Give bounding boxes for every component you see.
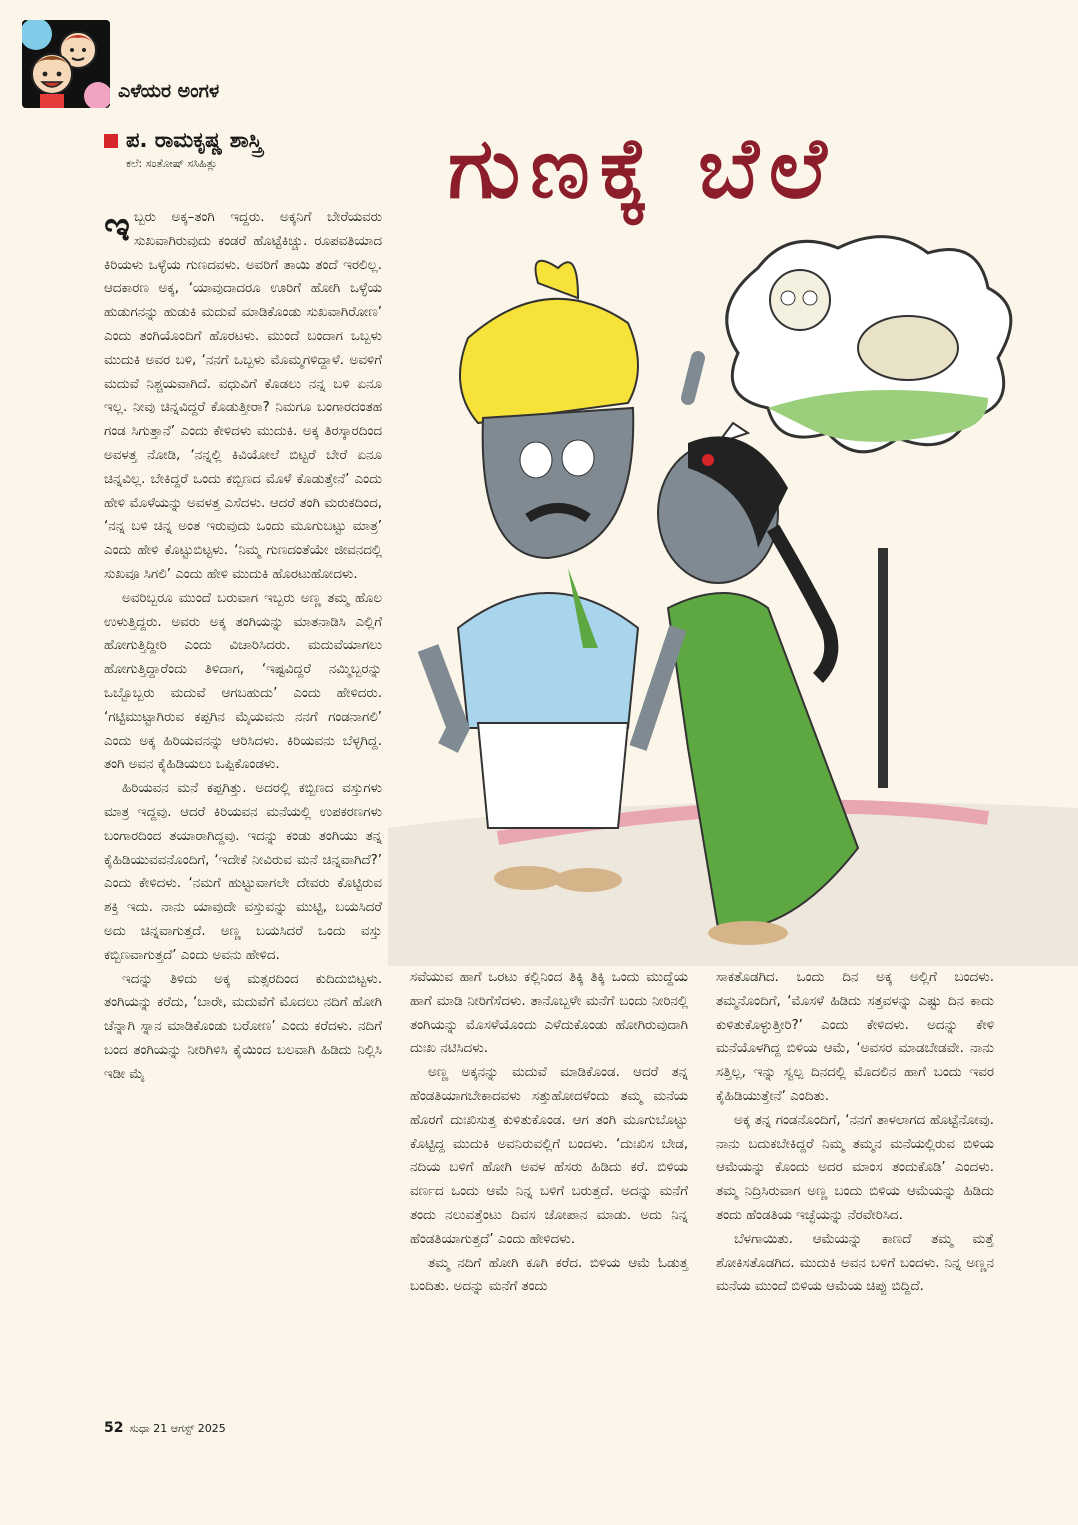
red-square-icon: [104, 134, 118, 148]
thought-bubble-turtle: [718, 237, 1011, 452]
author-name: ಪ. ರಾಮಕೃಷ್ಣ ಶಾಸ್ತ್ರಿ: [126, 128, 263, 152]
paragraph: ಅಕ್ಕ ತನ್ನ ಗಂಡನೊಂದಿಗೆ, ‘ನನಗೆ ತಾಳಲಾಗದ ಹೊಟ್ಟೆನೋವು. ನಾನು ಬದುಕಬೇಕಿದ್ದರೆ ನಿಮ್ಮ ತಮ್ಮನ ಮನೆಯಲ್ಲಿರುವ ಬಿಳಿಯ ಆಮೆಯನ್ನು ಕೊಂದು ಅದರ ಮಾಂಸ ತಂದುಕೊಡಿ’ ಎಂದಳು. ತಮ್ಮ ನಿದ್ರಿಸಿರುವಾಗ ಅಣ್ಣ ಬಂದು ಬಿಳಿಯ ಆಮೆಯನ್ನು ಹಿಡಿದು ತಂದು ಹೆಂಡತಿಯ ಇಚ್ಛೆಯನ್ನು ನೆರವೇರಿಸಿದ.: [716, 1112, 994, 1223]
paragraph: ತಮ್ಮ ನದಿಗೆ ಹೋಗಿ ಕೂಗಿ ಕರೆದ. ಬಿಳಿಯ ಆಮೆ ಓಡುತ್ತ ಬಂದಿತು. ಅದನ್ನು ಮನೆಗೆ ತಂದು: [410, 1255, 688, 1295]
section-title: ಎಳೆಯರ ಅಂಗಳ: [118, 80, 220, 102]
wall-object: [878, 548, 888, 788]
paragraph: ಬೆಳಗಾಯಿತು. ಆಮೆಯನ್ನು ಕಾಣದೆ ತಮ್ಮ ಮತ್ತೆ ಶೋಕಿಸತೊಡಗಿದ. ಮುದುಕಿ ಅವನ ಬಳಿಗೆ ಬಂದಳು. ನಿನ್ನ ಅಣ್ಣನ ಮನೆಯ ಮುಂದೆ ಬಿಳಿಯ ಆಮೆಯ ಚಿಪ್ಪು ಬಿದ್ದಿದೆ.: [716, 1231, 994, 1295]
children-faces-icon: [22, 20, 110, 108]
paragraph: ಅವರಿಬ್ಬರೂ ಮುಂದೆ ಬರುವಾಗ ಇಬ್ಬರು ಅಣ್ಣ ತಮ್ಮ ಹೊಲ ಉಳುತ್ತಿದ್ದರು. ಅವರು ಅಕ್ಕ ತಂಗಿಯನ್ನು ಮಾತನಾಡಿಸಿ ಎಲ್ಲಿಗೆ ಹೋಗುತ್ತಿದ್ದೀರಿ ಎಂದು ವಿಚಾರಿಸಿದರು. ಮದುವೆಯಾಗಲು ಹೋಗುತ್ತಿದ್ದಾರೆಂದು ತಿಳಿದಾಗ, ‘ಇಷ್ಟವಿದ್ದರೆ ನಮ್ಮಿಬ್ಬರನ್ನು ಒಬ್ಬೊಬ್ಬರು ಮದುವೆ ಆಗಬಹುದು’ ಎಂದು ಹೇಳಿದರು. ‘ಗಟ್ಟಿಮುಟ್ಟಾಗಿರುವ ಕಪ್ಪಗಿನ ಮೈಯವನು ನನಗೆ ಗಂಡನಾಗಲಿ’ ಎಂದು ಅಕ್ಕ ಹಿರಿಯವನನ್ನು ಆರಿಸಿದಳು. ಕಿರಿಯವನು ಬೆಳ್ಳಗಿದ್ದ. ತಂಗಿ ಅವನ ಕೈಹಿಡಿಯಲು ಒಪ್ಪಿಕೊಂಡಳು.: [104, 590, 382, 773]
page-number: 52: [104, 1420, 124, 1436]
paragraph: ಸಾಕತೊಡಗಿದ. ಒಂದು ದಿನ ಅಕ್ಕ ಅಲ್ಲಿಗೆ ಬಂದಳು. ತಮ್ಮನೊಂದಿಗೆ, ‘ಮೊಸಳೆ ಹಿಡಿದು ಸತ್ತವಳನ್ನು ಎಷ್ಟು ದಿನ ಕಾದು ಕುಳಿತುಕೊಳ್ಳುತ್ತೀರಿ?’ ಎಂದು ಕೇಳಿದಳು. ಅದನ್ನು ಕೇಳಿ ಮನೆಯೊಳಗಿದ್ದ ಬಿಳಿಯ ಆಮೆ, ‘ಅವಸರ ಮಾಡಬೇಡವೇ. ನಾನು ಸತ್ತಿಲ್ಲ, ಇನ್ನು ಸ್ವಲ್ಪ ದಿನದಲ್ಲಿ ಮೊದಲಿನ ಹಾಗೆ ಬಂದು ಇವರ ಕೈಹಿಡಿಯುತ್ತೇನೆ’ ಎಂದಿತು.: [716, 970, 994, 1104]
story-illustration: [388, 228, 1078, 966]
illustration-man: [428, 261, 638, 892]
byline: [104, 128, 262, 171]
text-column-2: [410, 966, 688, 1299]
drop-cap: ಇ: [104, 204, 130, 250]
paragraph: ಇಬ್ಬರು ಅಕ್ಕ–ತಂಗಿ ಇದ್ದರು. ಅಕ್ಕನಿಗೆ ಬೇರೆಯವರು ಸುಖವಾಗಿರುವುದು ಕಂಡರೆ ಹೊಟ್ಟೆಕಿಚ್ಚು. ರೂಪವತಿಯಾದ ಕಿರಿಯಳು ಒಳ್ಳೆಯ ಗುಣದವಳು. ಅವರಿಗೆ ತಾಯಿ ತಂದೆ ಇರಲಿಲ್ಲ. ಆದಕಾರಣ ಅಕ್ಕ, ‘ಯಾವುದಾದರೂ ಊರಿಗೆ ಹೋಗಿ ಒಳ್ಳೆಯ ಹುಡುಗನನ್ನು ಹುಡುಕಿ ಮದುವೆ ಮಾಡಿಕೊಂಡು ಸುಖವಾಗಿರೋಣ’ ಎಂದು ತಂಗಿಯೊಂದಿಗೆ ಹೊರಟಳು. ಮುಂದೆ ಬಂದಾಗ ಒಬ್ಬಳು ಮುದುಕಿ ಅವರ ಬಳಿ, ‘ನನಗೆ ಒಬ್ಬಳು ಮೊಮ್ಮಗಳಿದ್ದಾಳೆ. ಅವಳಿಗೆ ಮದುವೆ ನಿಶ್ಚಯವಾಗಿದೆ. ವಧುವಿಗೆ ಕೊಡಲು ನನ್ನ ಬಳಿ ಏನೂ ಇಲ್ಲ. ನೀವು ಚಿನ್ನವಿದ್ದರೆ ಕೊಡುತ್ತೀರಾ? ನಿಮಗೂ ಬಂಗಾರದಂತಹ ಗಂಡ ಸಿಗುತ್ತಾನೆ’ ಎಂದು ಕೇಳಿದಳು ಮುದುಕಿ. ಅಕ್ಕ ತಿರಸ್ಕಾರದಿಂದ ಅವಳತ್ತ ನೋಡಿ, ‘ನನ್ನಲ್ಲಿ ಕಿವಿಯೋಲೆ ಬಿಟ್ಟರೆ ಬೇರೆ ಏನೂ ಚಿನ್ನವಿಲ್ಲ. ಬೇಕಿದ್ದರೆ ಒಂದು ಕಬ್ಬಿಣದ ಮೊಳೆ ಕೊಡುತ್ತೇನೆ’ ಎಂದು ಹೇಳಿ ಮೊಳೆಯನ್ನು ಅವಳತ್ತ ಎಸೆದಳು. ಆದರೆ ತಂಗಿ ಮರುಕದಿಂದ, ‘ನನ್ನ ಬಳಿ ಚಿನ್ನ ಅಂತ ಇರುವುದು ಒಂದು ಮೂಗುಬಟ್ಟು ಮಾತ್ರ’ ಎಂದು ಹೇಳಿ ಕೊಟ್ಟುಬಿಟ್ಟಳು. ‘ನಿಮ್ಮ ಗುಣದಂತೆಯೇ ಜೀವನದಲ್ಲಿ ಸುಖವೂ ಸಿಗಲಿ’ ಎಂದು ಹೇಳಿ ಮುದುಕಿ ಹೊರಟುಹೋದಳು.: [104, 204, 382, 582]
story-title: ಗುಣಕ್ಕೆ ಬೆಲೆ: [448, 118, 837, 217]
text-column-3: [716, 966, 994, 1299]
page-footer: [104, 1420, 226, 1436]
kids-section-logo: [22, 20, 110, 108]
issue-date: ಸುಧಾ 21 ಆಗಸ್ಟ್ 2025: [129, 1422, 226, 1435]
paragraph: ಸವೆಯುವ ಹಾಗೆ ಒರಟು ಕಲ್ಲಿನಿಂದ ತಿಕ್ಕಿ ತಿಕ್ಕಿ ಒಂದು ಮುದ್ದೆಯ ಹಾಗೆ ಮಾಡಿ ನೀರಿಗೆಸೆದಳು. ತಾನೊಬ್ಬಳೇ ಮನೆಗೆ ಬಂದು ನೀರಿನಲ್ಲಿ ತಂಗಿಯನ್ನು ಮೊಸಳೆಯೊಂದು ಎಳೆದುಕೊಂಡು ಹೋಗಿರುವುದಾಗಿ ದುಃಖ ನಟಿಸಿದಳು.: [410, 970, 688, 1057]
paragraph: ಇದನ್ನು ತಿಳಿದು ಅಕ್ಕ ಮತ್ಸರದಿಂದ ಕುದಿದುಬಿಟ್ಟಳು. ತಂಗಿಯನ್ನು ಕರೆದು, ‘ಬಾರೇ, ಮದುವೆಗೆ ಮೊದಲು ನದಿಗೆ ಹೋಗಿ ಚೆನ್ನಾಗಿ ಸ್ನಾನ ಮಾಡಿಕೊಂಡು ಬರೋಣ’ ಎಂದು ಕರೆದಳು. ನದಿಗೆ ಬಂದ ತಂಗಿಯನ್ನು ನೀರಿಗಿಳಿಸಿ ಕೈಯಿಂದ ಬಲವಾಗಿ ಹಿಡಿದು ನಿಲ್ಲಿಸಿ ಇಡೀ ಮೈ: [104, 971, 382, 1082]
paragraph: ಅಣ್ಣ ಅಕ್ಕನನ್ನು ಮದುವೆ ಮಾಡಿಕೊಂಡ. ಆದರೆ ತನ್ನ ಹೆಂಡತಿಯಾಗಬೇಕಾದವಳು ಸತ್ತುಹೋದಳೆಂದು ತಮ್ಮ ಮನೆಯ ಹೊರಗೆ ದುಃಖಿಸುತ್ತ ಕುಳಿತುಕೊಂಡ. ಆಗ ತಂಗಿ ಮೂಗುಬೊಟ್ಟು ಕೊಟ್ಟಿದ್ದ ಮುದುಕಿ ಅವನಿರುವಲ್ಲಿಗೆ ಬಂದಳು. ‘ದುಃಖಿಸ ಬೇಡ, ನದಿಯ ಬಳಿಗೆ ಹೋಗಿ ಅವಳ ಹೆಸರು ಹಿಡಿದು ಕರೆ. ಬಿಳಿಯ ವರ್ಣದ ಒಂದು ಆಮೆ ನಿನ್ನ ಬಳಿಗೆ ಬರುತ್ತದೆ. ಅದನ್ನು ಮನೆಗೆ ತಂದು ನಲುವತ್ತೆಂಟು ದಿವಸ ಜೋಪಾನ ಮಾಡು. ಅದು ನಿನ್ನ ಹೆಂಡತಿಯಾಗುತ್ತದೆ’ ಎಂದು ಹೇಳಿದಳು.: [410, 1065, 688, 1247]
paragraph: ಹಿರಿಯವನ ಮನೆ ಕಪ್ಪಗಿತ್ತು. ಅದರಲ್ಲಿ ಕಬ್ಬಿಣದ ವಸ್ತುಗಳು ಮಾತ್ರ ಇದ್ದವು. ಆದರೆ ಕಿರಿಯವನ ಮನೆಯಲ್ಲಿ ಉಪಕರಣಗಳು ಬಂಗಾರದಿಂದ ತಯಾರಾಗಿದ್ದವು. ಇದನ್ನು ಕಂಡು ತಂಗಿಯು ತನ್ನ ಕೈಹಿಡಿಯುವವನೊಂದಿಗೆ, ‘ಇದೇಕೆ ನೀವಿರುವ ಮನೆ ಚಿನ್ನವಾಗಿದೆ?’ ಎಂದು ಕೇಳಿದಳು. ‘ನಮಗೆ ಹುಟ್ಟುವಾಗಲೇ ದೇವರು ಕೊಟ್ಟಿರುವ ಶಕ್ತಿ ಇದು. ನಾನು ಯಾವುದೇ ವಸ್ತುವನ್ನು ಮುಟ್ಟಿ, ಬಯಸಿದರೆ ಅದು ಚಿನ್ನವಾಗುತ್ತದೆ. ಅಣ್ಣ ಬಯಸಿದರೆ ಒಂದು ವಸ್ತು ಕಬ್ಬಿಣವಾಗುತ್ತದೆ’ ಎಂದು ಅವನು ಹೇಳಿದ.: [104, 781, 382, 963]
text-column-1: [104, 206, 382, 1086]
artist-credit: ಕಲೆ: ಸಂತೋಷ್ ಸಸಿಹಿತ್ಲು: [126, 157, 218, 170]
